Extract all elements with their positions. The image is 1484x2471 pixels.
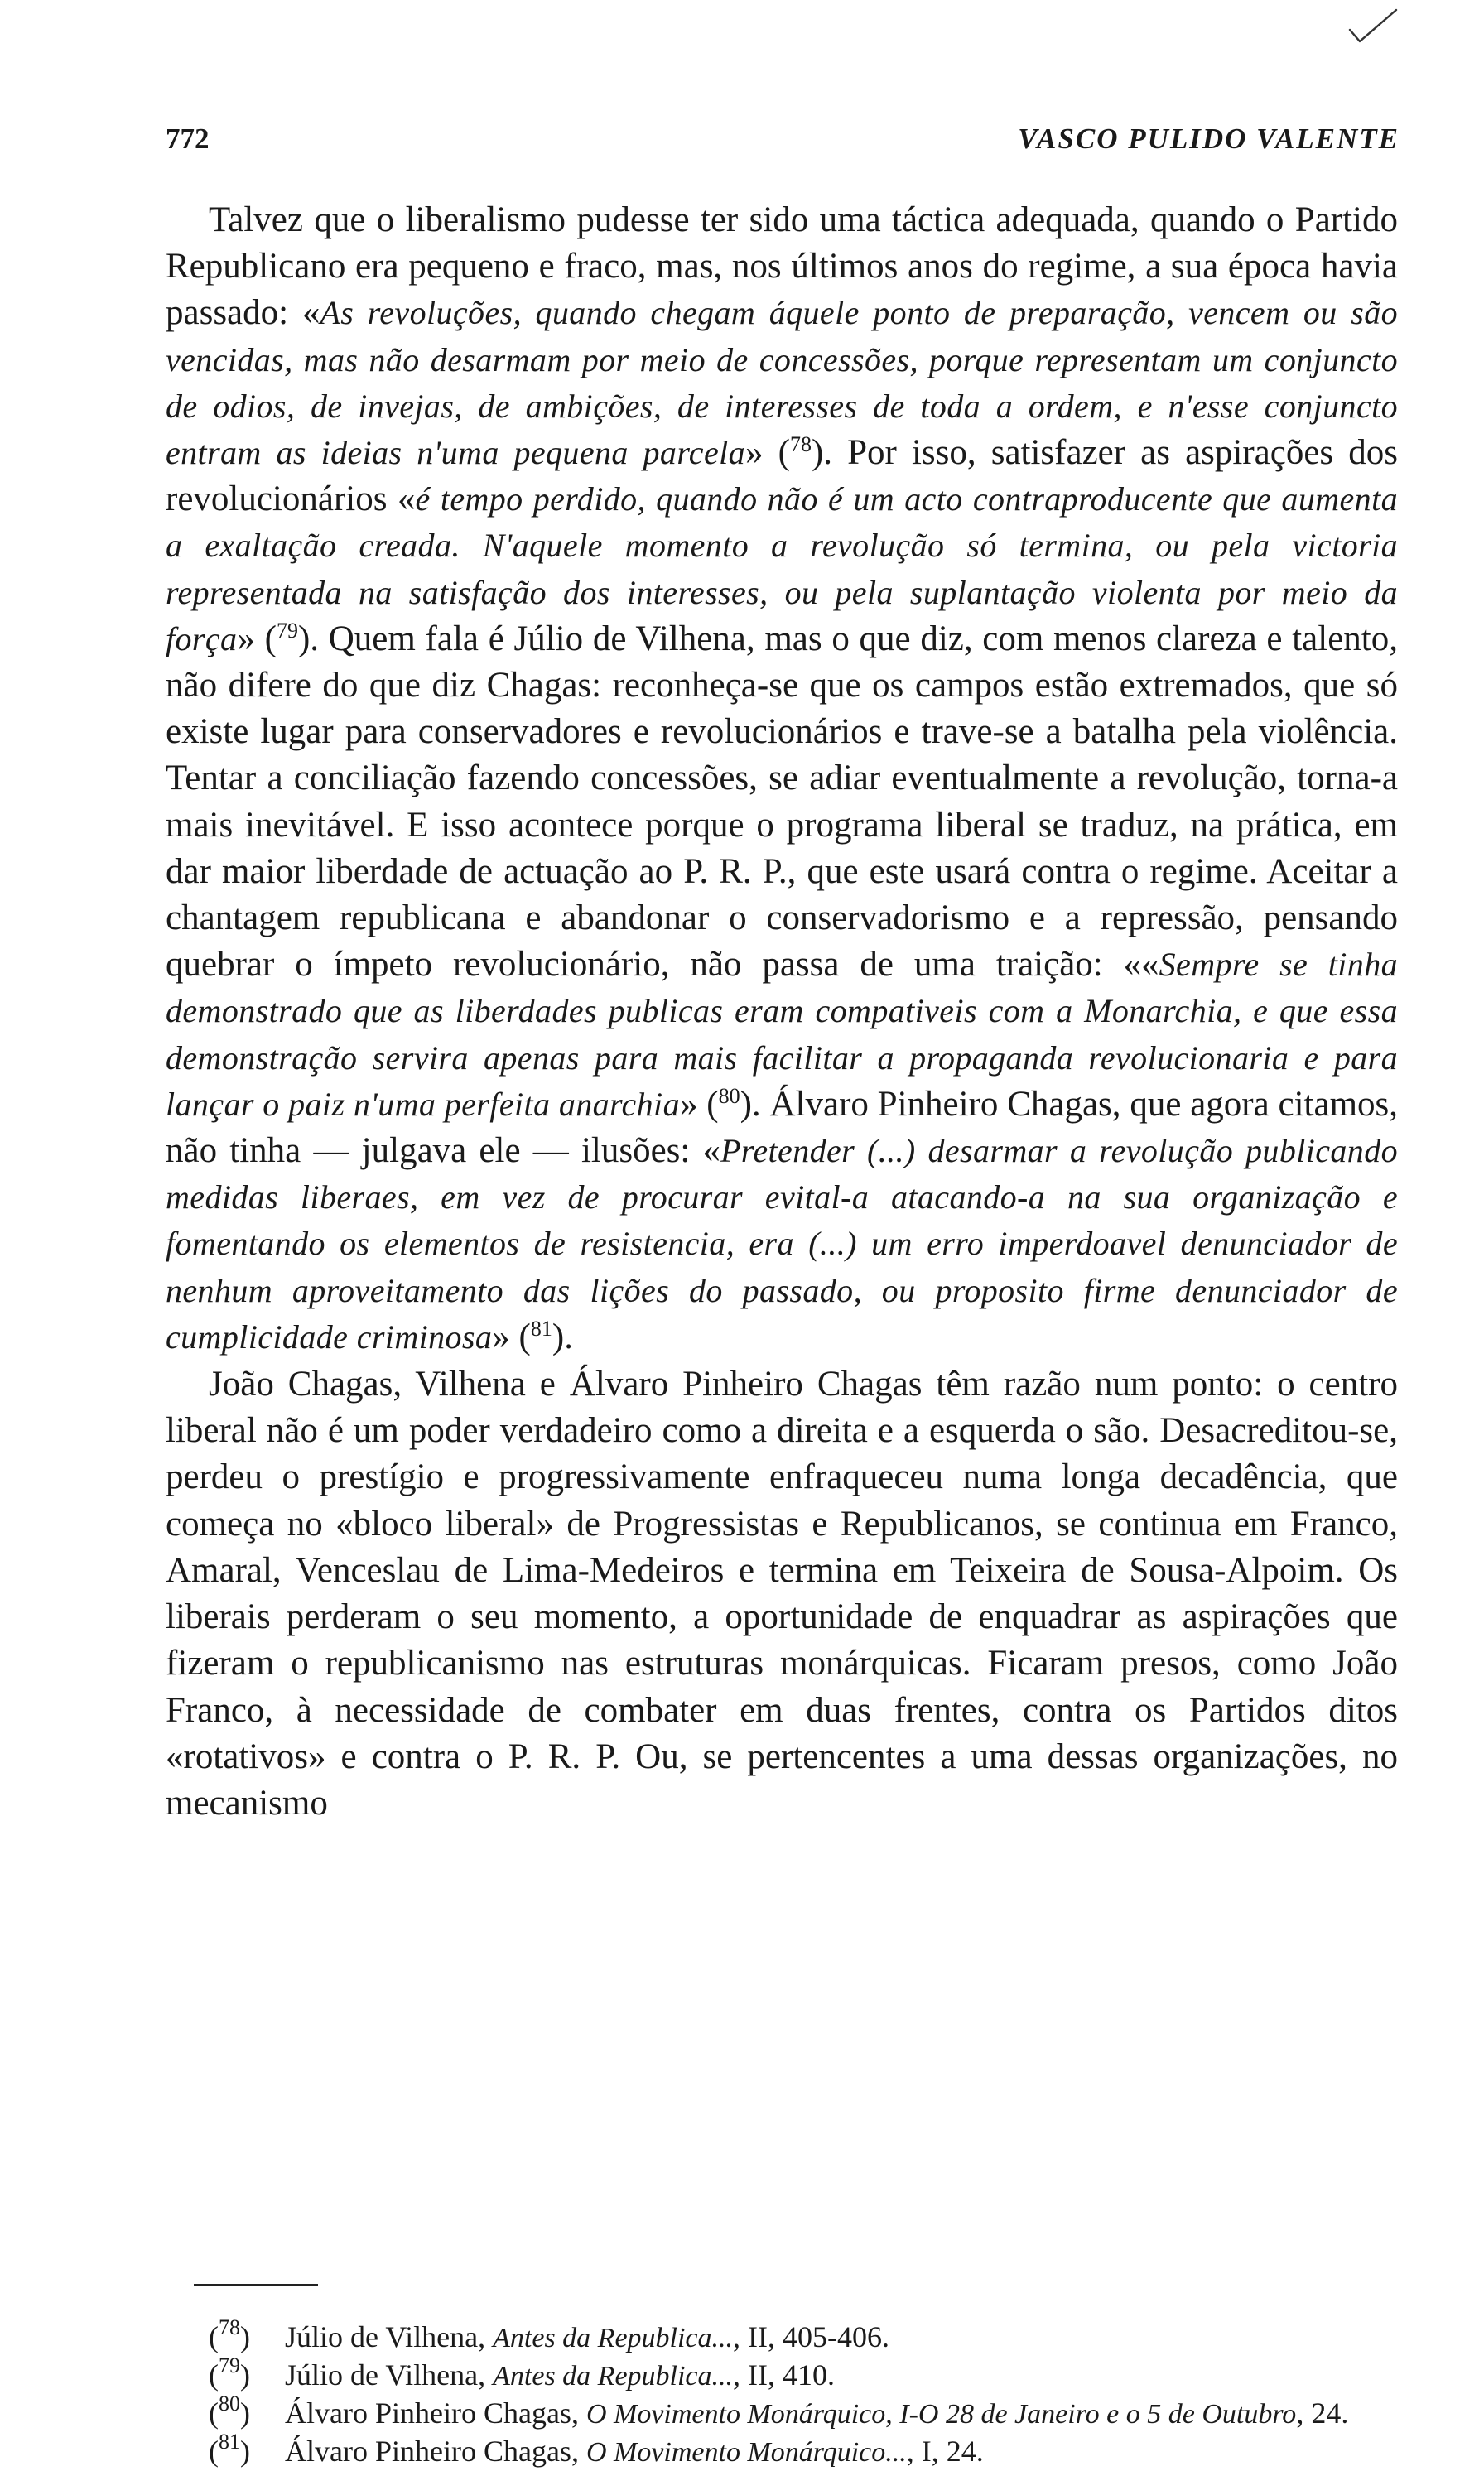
- text-run: » (: [745, 433, 790, 473]
- footnote-number: ($^{80}$): [209, 2392, 250, 2430]
- footnote: [166, 2392, 1398, 2433]
- footnote-number: ($^{81}$): [209, 2430, 250, 2468]
- text-run: Júlio de Vilhena,: [285, 2358, 494, 2392]
- footnote-number: ($^{78}$): [209, 2315, 250, 2353]
- footnote-number-value: 79: [219, 2353, 240, 2377]
- footnote-ref: 81: [530, 1316, 552, 1341]
- footnote-ref: 80: [718, 1083, 740, 1108]
- text-run: , II, 410.: [733, 2358, 836, 2392]
- text-run: ). Por isso, satisfazer as aspirações dos revolucionários «: [166, 433, 1398, 519]
- text-run: Júlio de Vilhena,: [285, 2320, 494, 2353]
- italic-quote: Antes da Republica...: [493, 2361, 734, 2392]
- italic-quote: Antes da Republica...: [493, 2323, 734, 2353]
- footnote-number-value: 81: [219, 2430, 240, 2454]
- italic-quote: é tempo perdido, quando não é um acto contraproducente que aumenta a exaltação creada. N'aquele momento a revolução só termina, ou pela victoria representada na satisfação dos interesses, ou pela suplantação violenta por meio da força: [166, 480, 1398, 657]
- text-run: » (: [679, 1084, 719, 1124]
- italic-quote: O Movimento Monárquico...: [585, 2437, 907, 2468]
- footnote: [166, 2430, 1398, 2471]
- text-run: ).: [552, 1317, 573, 1356]
- text-run: , I, 24.: [906, 2435, 984, 2468]
- text-run: Álvaro Pinheiro Chagas,: [285, 2435, 586, 2468]
- text-run: » (: [492, 1317, 531, 1356]
- footnotes: [166, 2315, 1398, 2471]
- running-title: VASCO PULIDO VALENTE: [1018, 123, 1400, 155]
- paragraph: [166, 197, 1398, 1361]
- text-run: ). Álvaro Pinheiro Chagas, que agora citamos, não tinha — julgava ele — ilusões: «: [166, 1084, 1399, 1171]
- running-head: [166, 123, 1400, 164]
- italic-quote: As revoluções, quando chegam áquele ponto de preparação, vencem ou são vencidas, mas não desarmam por meio de concessões, porque representam um conjuncto de odios, de invejas, de ambições, de interesses de toda a ordem, e n'esse conjuncto entram as ideias n'uma pequena parcela: [166, 294, 1398, 472]
- text-run: , 24.: [1296, 2396, 1349, 2430]
- footnote: [166, 2353, 1398, 2395]
- text-run: João Chagas, Vilhena e Álvaro Pinheiro Chagas têm razão num ponto: o centro liberal não é um poder verdadeiro como a direita e a esquerda o são. Desacreditou-se, perdeu o prestígio e progressivamente enfraqueceu numa longa decadência, que começa no «bloco liberal» de Progressistas e Republicanos, se continua em Franco, Amaral, Venceslau de Lima-Medeiros e termina em Teixeira de Sousa-Alpoim. Os liberais perderam o seu momento, a oportunidade de enquadrar as aspirações que fizeram o republicanismo nas estruturas monárquicas. Ficaram presos, como João Franco, à necessidade de combater em duas frentes, contra os Partidos ditos «rotativos» e contra o P. R. P. Ou, se pertencentes a uma dessas organizações, no mecanismo: [166, 1365, 1398, 1823]
- text-run: , II, 405-406.: [733, 2320, 889, 2353]
- text-run: Talvez que o liberalismo pudesse ter sido uma táctica adequada, quando o Partido Republicano era pequeno e fraco, mas, nos últimos anos do regime, a sua época havia passado: «: [166, 200, 1398, 333]
- footnote-rule: [194, 2284, 318, 2286]
- body-text: [166, 197, 1398, 1827]
- text-run: Álvaro Pinheiro Chagas,: [285, 2396, 586, 2430]
- italic-quote: Sempre se tinha demonstrado que as liberdades publicas eram compativeis com a Monarchia, e que essa demonstração servira apenas para mais facilitar a propaganda revolucionaria e para lançar o paiz n'uma perfeita anarchia: [166, 946, 1398, 1123]
- footnote-ref: 79: [276, 618, 298, 643]
- footnote: [166, 2315, 1398, 2357]
- footnote-number-value: 78: [219, 2315, 240, 2339]
- text-run: ). Quem fala é Júlio de Vilhena, mas o que diz, com menos clareza e talento, não difere do que diz Chagas: reconheça-se que os campos estão extremados, que só existe lugar para conservadores e revolucionários e trave-se a batalha pela violência. Tentar a conciliação fazendo concessões, se adiar eventualmente a revolução, torna-a mais inevitável. E isso acontece porque o programa liberal se traduz, na prática, em dar maior liberdade de actuação ao P. R. P., que este usará contra o regime. Aceitar a chantagem republicana e abandonar o conservadorismo e a repressão, pensando quebrar o ímpeto revolucionário, não passa de uma traição: ««: [166, 619, 1398, 985]
- italic-quote: Pretender (...) desarmar a revolução publicando medidas liberaes, em vez de procurar evital-a atacando-a na sua organização e fomentando os elementos de resistencia, era (...) um erro imperdoavel denunciador de nenhum aproveitamento das lições do passado, ou proposito firme denunciador de cumplicidade criminosa: [166, 1132, 1398, 1356]
- text-run: » (: [237, 619, 277, 658]
- footnote-number-value: 80: [219, 2392, 240, 2416]
- footnote-ref: 78: [789, 432, 812, 457]
- check-mark-icon: [1343, 5, 1401, 51]
- footnote-number: ($^{79}$): [209, 2353, 250, 2392]
- page-number: 772: [166, 123, 210, 155]
- italic-quote: O Movimento Monárquico, I-O 28 de Janeiro e o 5 de Outubro: [585, 2399, 1297, 2430]
- paragraph: [166, 1361, 1398, 1827]
